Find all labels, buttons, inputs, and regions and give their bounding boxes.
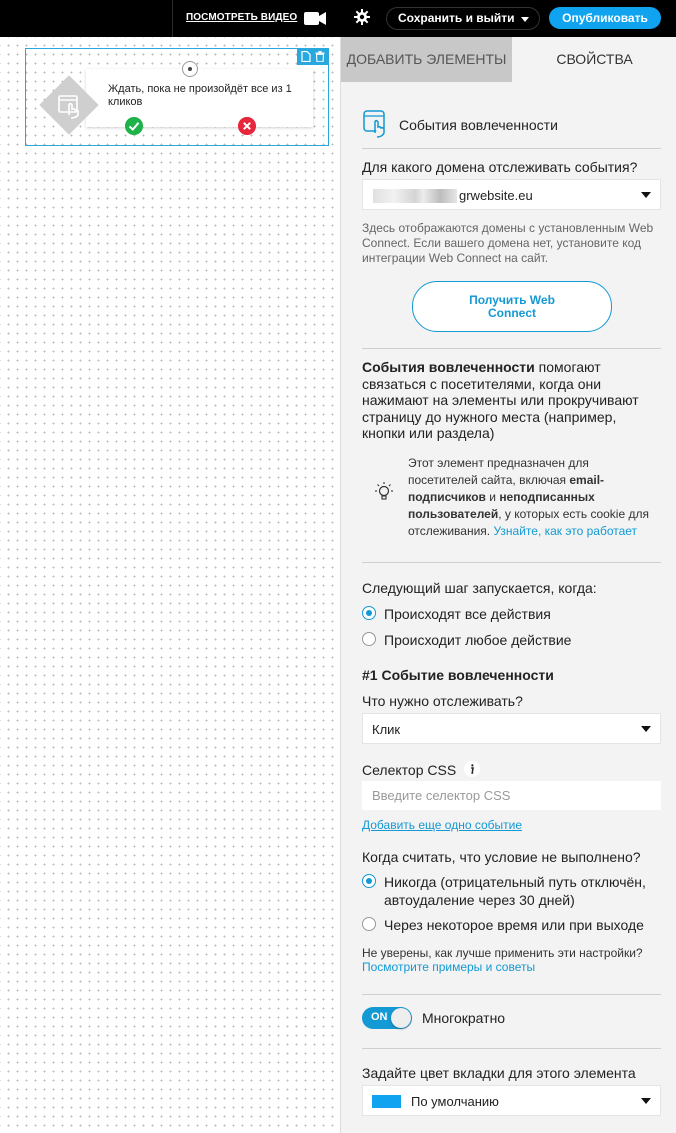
- radio-timeout-label: Через некоторое время или при выходе: [384, 917, 644, 933]
- top-bar: [0, 0, 676, 37]
- add-event-link[interactable]: Добавить еще одно событие: [362, 818, 523, 832]
- save-and-exit-label: Сохранить и выйти: [398, 11, 515, 25]
- domain-blurred-prefix: [373, 189, 457, 203]
- unsure-text: Не уверены, как лучше применить эти настройки?: [362, 946, 643, 960]
- domain-help-text: Здесь отображаются домены с установленным Web Connect. Если вашего домена нет, установите код интеграции Web Connect на сайт.: [362, 221, 654, 265]
- track-label: Что нужно отслеживать?: [362, 693, 523, 709]
- properties-panel: [340, 37, 676, 1133]
- toggle-on-label: ON: [371, 1011, 388, 1023]
- tip-text: [408, 455, 658, 540]
- toggle-knob[interactable]: [391, 1008, 411, 1028]
- add-event-link-wrap: [362, 818, 661, 832]
- tab-add-elements[interactable]: ДОБАВИТЬ ЭЛЕМЕНТЫ: [341, 37, 512, 82]
- repeat-toggle[interactable]: [362, 1007, 412, 1029]
- radio-button-selected[interactable]: [362, 874, 376, 888]
- tip-bold-unsubscribed: неподписанных пользователей: [408, 490, 595, 521]
- info-icon[interactable]: [464, 761, 480, 777]
- get-web-connect-button[interactable]: [412, 281, 612, 332]
- next-step-label: Следующий шаг запускается, когда:: [362, 580, 597, 596]
- divider: [362, 148, 661, 149]
- domain-select-value: grwebsite.eu: [459, 188, 533, 203]
- tab-properties[interactable]: СВОЙСТВА: [512, 37, 676, 82]
- track-select-value: Клик: [372, 722, 401, 737]
- engagement-description: [362, 359, 661, 442]
- radio-button[interactable]: [362, 917, 376, 931]
- color-swatch: [372, 1095, 401, 1108]
- domain-select[interactable]: [362, 179, 661, 210]
- divider: [362, 562, 661, 563]
- node-toolbar: [297, 48, 329, 65]
- no-path-cross-icon[interactable]: [238, 117, 256, 135]
- divider: [362, 994, 661, 995]
- css-selector-label: [362, 759, 661, 778]
- lightbulb-icon: [373, 481, 395, 505]
- node-description: Ждать, пока не произойдёт все из 1 кликов: [108, 83, 292, 108]
- radio-all-actions-label: Происходят все действия: [384, 606, 551, 622]
- radio-any-action-label: Происходит любое действие: [384, 632, 572, 648]
- repeat-label: Многократно: [422, 1010, 506, 1026]
- chevron-down-icon: [641, 726, 651, 732]
- chevron-down-icon: [521, 17, 529, 22]
- workflow-canvas[interactable]: [0, 37, 340, 1133]
- css-selector-input[interactable]: [362, 781, 661, 810]
- radio-any-action[interactable]: [362, 631, 661, 649]
- radio-button-selected[interactable]: [362, 606, 376, 620]
- examples-link-wrap: [362, 960, 661, 975]
- radio-all-actions[interactable]: [362, 605, 661, 623]
- domain-question-label: Для какого домена отслеживать события?: [362, 159, 638, 175]
- radio-never-label: Никогда (отрицательный путь отключён, автоудаление через 30 дней): [384, 874, 646, 908]
- node-input-connector[interactable]: [182, 61, 198, 77]
- engagement-description-bold: События вовлеченности: [362, 359, 535, 375]
- topbar-divider: [172, 0, 173, 37]
- fail-condition-label: Когда считать, что условие не выполнено?: [362, 849, 641, 865]
- radio-button[interactable]: [362, 632, 376, 646]
- tip-text-part1: Этот элемент предназначен для посетителей сайта, включая: [408, 456, 589, 487]
- gear-icon[interactable]: [354, 9, 370, 25]
- learn-how-it-works-link[interactable]: Узнайте, как это работает: [493, 524, 638, 538]
- yes-path-check-icon[interactable]: [125, 117, 143, 135]
- save-and-exit-button[interactable]: [386, 7, 540, 30]
- chevron-down-icon: [641, 192, 651, 198]
- track-select[interactable]: [362, 713, 661, 744]
- radio-never[interactable]: [362, 873, 661, 909]
- watch-video-link[interactable]: ПОСМОТРЕТЬ ВИДЕО: [186, 12, 298, 23]
- click-event-icon: [57, 93, 83, 119]
- engagement-description-text: помогают связаться с посетителями, когда они нажимают на элементы или прокручивают страницу до нужного места (например, кнопки или раздела): [362, 359, 639, 441]
- publish-button[interactable]: Опубликовать: [549, 7, 661, 29]
- divider: [362, 1048, 661, 1049]
- css-selector-label-text: Селектор CSS: [362, 762, 457, 778]
- copy-icon[interactable]: [301, 51, 311, 62]
- engagement-events-icon: [363, 110, 389, 138]
- tab-color-label: Задайте цвет вкладки для этого элемента: [362, 1065, 636, 1081]
- trash-icon[interactable]: [315, 51, 325, 62]
- tab-color-select[interactable]: [362, 1085, 661, 1116]
- event-title: #1 Событие вовлеченности: [362, 667, 554, 683]
- tab-color-value: По умолчанию: [411, 1094, 499, 1109]
- wait-events-node[interactable]: [86, 69, 313, 127]
- get-web-connect-label: Получить Web Connect: [469, 293, 555, 320]
- tip-text-part3: , у которых есть cookie для отслеживания.: [408, 507, 649, 538]
- tip-bold-subscribers: email-подписчиков: [408, 473, 605, 504]
- divider: [362, 348, 661, 349]
- tip-text-part2: и: [485, 490, 500, 504]
- video-camera-icon[interactable]: [304, 12, 326, 25]
- section-title: События вовлеченности: [399, 117, 558, 133]
- chevron-down-icon: [641, 1098, 651, 1104]
- radio-timeout[interactable]: [362, 916, 661, 934]
- examples-link[interactable]: Посмотрите примеры и советы: [362, 960, 536, 974]
